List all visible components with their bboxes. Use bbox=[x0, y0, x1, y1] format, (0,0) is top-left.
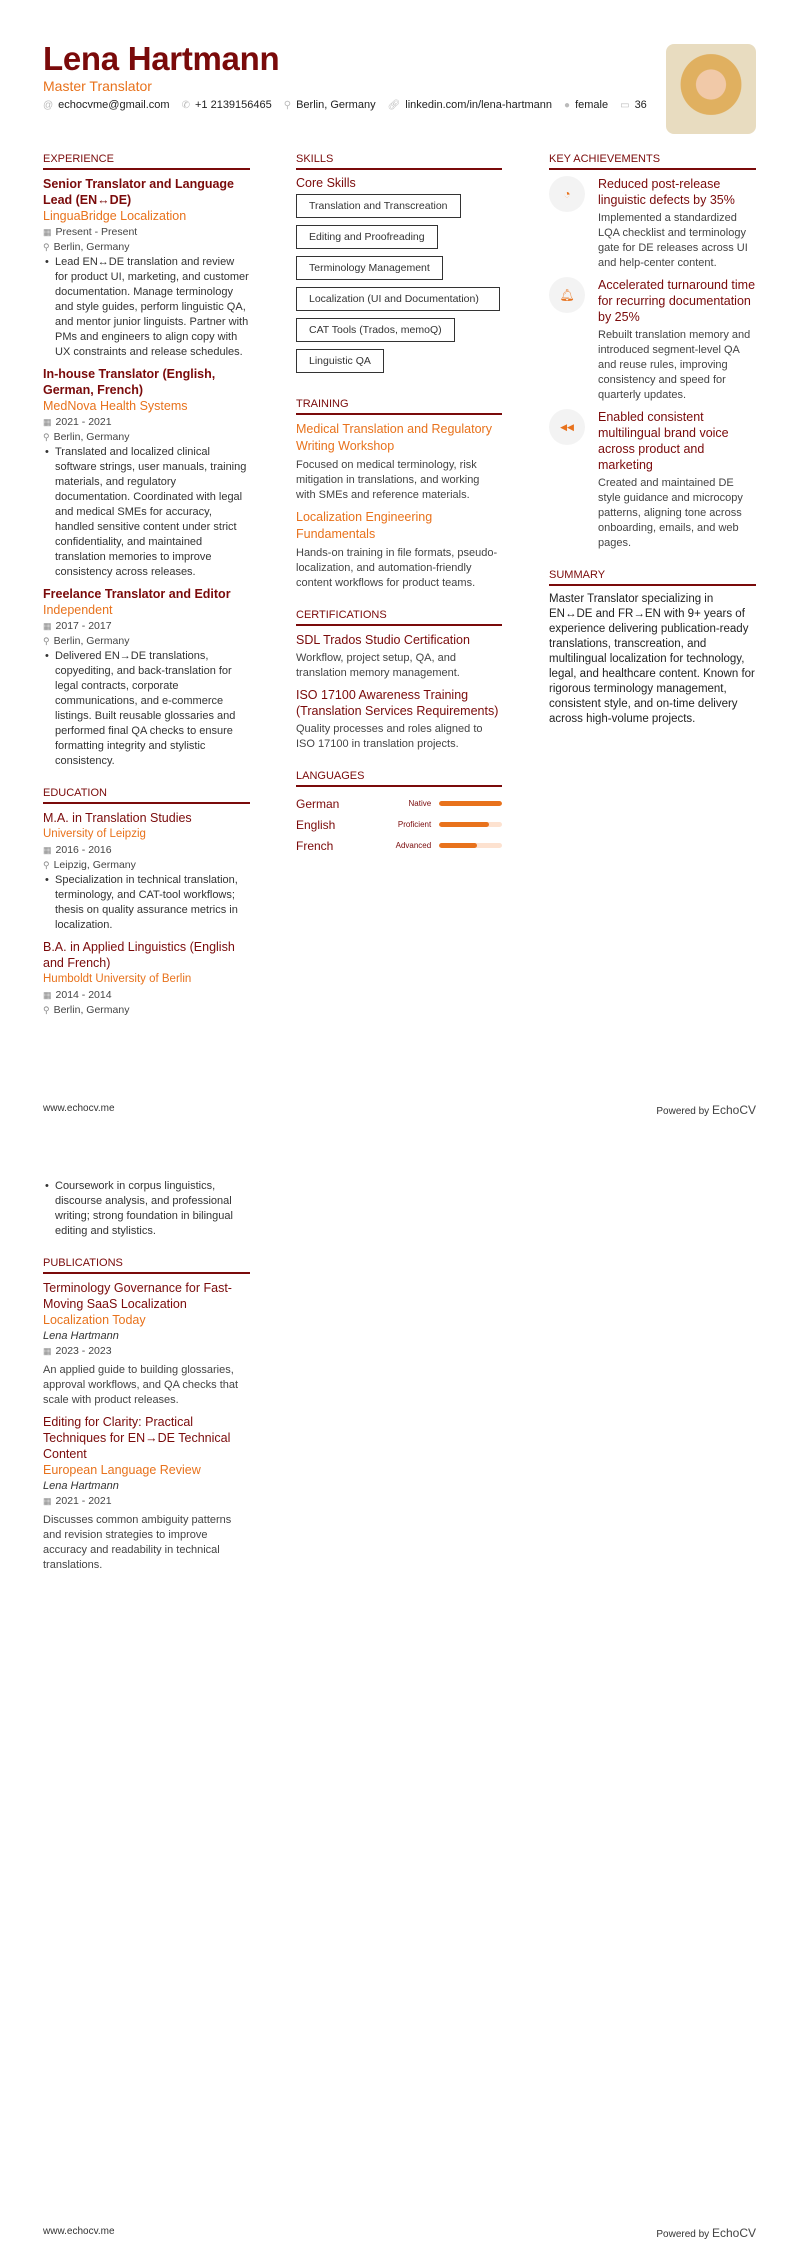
pie-chart-icon: ◔ bbox=[549, 176, 585, 212]
publication-dates: ▦ 2021 - 2021 bbox=[43, 1495, 112, 1507]
location-icon: ⚲ bbox=[43, 636, 50, 646]
calendar-icon: ▦ bbox=[43, 990, 52, 1000]
language-level: Advanced bbox=[395, 841, 432, 850]
footer-powered: Powered by EchoCV bbox=[656, 2226, 756, 2240]
experience-dates: ▦ 2021 - 2021 bbox=[43, 416, 112, 428]
page-footer bbox=[43, 1103, 756, 1117]
section-heading: KEY ACHIEVEMENTS bbox=[549, 153, 756, 170]
footer-site-link[interactable]: www.echocv.me bbox=[43, 2226, 115, 2237]
publications-section bbox=[43, 1257, 250, 1573]
experience-org: LinguaBridge Localization bbox=[43, 209, 187, 223]
language-name: French bbox=[296, 838, 334, 853]
footer-powered: Powered by EchoCV bbox=[656, 1103, 756, 1117]
achievement-desc: Rebuilt translation memory and introduced segment-level QA and reuse rules, improving consistency and speed for quarterly updates. bbox=[598, 329, 751, 401]
achievement-title: Accelerated turnaround time for recurring documentation by 25% bbox=[598, 278, 756, 324]
language-bar-fill bbox=[439, 801, 502, 806]
publication-title: Editing for Clarity: Practical Techniques for EN→DE Technical Content bbox=[43, 1415, 231, 1461]
calendar-icon: ▦ bbox=[43, 1346, 52, 1356]
achievement-desc: Implemented a standardized LQA checklist and terminology gate for DE releases across UI and help-center content. bbox=[598, 212, 748, 269]
experience-bullet: • Delivered EN→DE translations, copyediting, and back-translation for legal contracts, corporate communications, and e-commerce listings. Built reusable glossaries and performed final QA checks to ensure formatting integrity and stylistic consistency. bbox=[43, 649, 250, 769]
experience-dates: ▦ Present - Present bbox=[43, 226, 138, 238]
certification-item bbox=[296, 632, 502, 681]
phone-text: +1 2139156465 bbox=[194, 99, 272, 111]
job-title: Master Translator bbox=[43, 78, 152, 94]
achievement-desc: Created and maintained DE style guidance and microcopy patterns, aligning tone across onboarding, emails, and web pages. bbox=[598, 477, 743, 549]
language-bar bbox=[439, 843, 502, 848]
certifications-section bbox=[296, 609, 502, 752]
training-title: Localization Engineering Fundamentals bbox=[296, 510, 433, 541]
education-degree: B.A. in Applied Linguistics (English and French) bbox=[43, 940, 235, 970]
resume-page-2 bbox=[0, 1123, 794, 2246]
education-school: Humboldt University of Berlin bbox=[43, 973, 192, 985]
email-text: echocvme@gmail.com bbox=[58, 99, 170, 111]
linkedin-text: linkedin.com/in/lena-hartmann bbox=[405, 99, 553, 111]
calendar-icon: ▦ bbox=[43, 621, 52, 631]
training-desc: Hands-on training in file formats, pseudo-localization, and automation-friendly content workflows for product teams. bbox=[296, 547, 498, 589]
section-heading: EXPERIENCE bbox=[43, 153, 250, 170]
language-bar bbox=[439, 801, 502, 806]
age-text: 36 bbox=[634, 99, 647, 111]
experience-bullet: • Lead EN↔DE translation and review for product UI, marketing, and customer documentation. Manage terminology and style guides, perform linguistic QA, and mentor junior linguists. Partner with PMs and engineers to align copy with UX constraints and release schedules. bbox=[43, 255, 250, 360]
skills-section bbox=[296, 153, 502, 380]
experience-dates: ▦ 2017 - 2017 bbox=[43, 620, 112, 632]
section-heading: PUBLICATIONS bbox=[43, 1257, 250, 1274]
skill-chip: Editing and Proofreading bbox=[296, 225, 438, 249]
training-title: Medical Translation and Regulatory Writing Workshop bbox=[296, 422, 492, 453]
contact-phone[interactable] bbox=[182, 99, 272, 111]
languages-section bbox=[296, 770, 502, 856]
experience-item bbox=[43, 176, 250, 360]
location-icon: ⚲ bbox=[43, 860, 50, 870]
language-name: English bbox=[296, 817, 336, 832]
publication-desc: Discusses common ambiguity patterns and revision strategies to improve accuracy and readability in technical translations. bbox=[43, 1514, 232, 1571]
language-bar-fill bbox=[439, 843, 477, 848]
achievement-item bbox=[549, 277, 756, 403]
publication-item bbox=[43, 1414, 250, 1573]
left-column bbox=[43, 1179, 250, 1591]
contact-age bbox=[620, 99, 647, 111]
brand-logo: EchoCV bbox=[711, 2226, 756, 2240]
calendar-icon: ▦ bbox=[43, 845, 52, 855]
experience-title: Freelance Translator and Editor bbox=[43, 587, 231, 601]
rewind-icon: ◀◀ bbox=[549, 409, 585, 445]
candidate-name: Lena Hartmann bbox=[43, 40, 280, 77]
contact-location bbox=[284, 99, 376, 111]
publication-dates: ▦ 2023 - 2023 bbox=[43, 1345, 112, 1357]
education-location: ⚲ Leipzig, Germany bbox=[43, 859, 136, 871]
publication-item bbox=[43, 1280, 250, 1408]
contact-email[interactable] bbox=[43, 99, 170, 111]
profile-photo bbox=[666, 44, 756, 134]
experience-location: ⚲ Berlin, Germany bbox=[43, 431, 130, 443]
experience-location: ⚲ Berlin, Germany bbox=[43, 635, 130, 647]
certification-desc: Quality processes and roles aligned to ISO 17100 in translation projects. bbox=[296, 723, 483, 750]
education-bullet: • Specialization in technical translation, terminology, and CAT-tool workflows; thesis on quality assurance metrics in localization. bbox=[43, 873, 250, 933]
education-bullet: • Coursework in corpus linguistics, discourse analysis, and professional writing; strong foundation in bilingual editing and stylistics. bbox=[43, 1179, 250, 1239]
achievement-item bbox=[549, 176, 756, 271]
publication-desc: An applied guide to building glossaries, approval workflows, and QA checks that scale with product releases. bbox=[43, 1364, 239, 1406]
publication-venue: European Language Review bbox=[43, 1463, 201, 1477]
language-level: Native bbox=[408, 799, 432, 808]
at-icon: @ bbox=[43, 100, 54, 111]
language-name: German bbox=[296, 796, 340, 811]
middle-column bbox=[296, 153, 502, 874]
training-item bbox=[296, 509, 502, 591]
education-dates: ▦ 2014 - 2014 bbox=[43, 989, 112, 1001]
education-item bbox=[43, 939, 250, 1018]
location-icon: ⚲ bbox=[283, 100, 292, 111]
skill-chip: CAT Tools (Trados, memoQ) bbox=[296, 318, 455, 342]
bell-icon: 🔔︎ bbox=[549, 277, 585, 313]
experience-item bbox=[43, 586, 250, 769]
achievement-title: Enabled consistent multilingual brand voice across product and marketing bbox=[598, 410, 729, 472]
skill-group-title: Core Skills bbox=[296, 176, 356, 190]
experience-item bbox=[43, 366, 250, 580]
language-row bbox=[296, 814, 502, 835]
publication-title: Terminology Governance for Fast-Moving SaaS Localization bbox=[43, 1281, 232, 1311]
education-location: ⚲ Berlin, Germany bbox=[43, 1004, 130, 1016]
certification-item bbox=[296, 687, 502, 752]
person-icon: ● bbox=[564, 100, 571, 111]
education-section bbox=[43, 787, 250, 1018]
skill-chip: Terminology Management bbox=[296, 256, 443, 280]
link-icon: 🔗︎ bbox=[387, 100, 401, 111]
language-level: Proficient bbox=[397, 820, 432, 829]
experience-location: ⚲ Berlin, Germany bbox=[43, 241, 130, 253]
brand-logo: EchoCV bbox=[711, 1103, 756, 1117]
left-column bbox=[43, 153, 250, 1036]
training-desc: Focused on medical terminology, risk mitigation in translations, and working with SMEs and reference materials. bbox=[296, 459, 480, 501]
section-heading: SUMMARY bbox=[549, 569, 756, 586]
language-bar bbox=[439, 822, 502, 827]
section-heading: TRAINING bbox=[296, 398, 502, 415]
experience-org: Independent bbox=[43, 603, 113, 617]
achievement-item bbox=[549, 409, 756, 551]
calendar-icon: ▭ bbox=[620, 100, 630, 111]
publication-venue: Localization Today bbox=[43, 1313, 146, 1327]
contact-linkedin[interactable] bbox=[388, 99, 552, 111]
language-bar-fill bbox=[439, 822, 489, 827]
calendar-icon: ▦ bbox=[43, 417, 52, 427]
education-item bbox=[43, 810, 250, 933]
training-section bbox=[296, 398, 502, 591]
calendar-icon: ▦ bbox=[43, 1496, 52, 1506]
location-icon: ⚲ bbox=[43, 242, 50, 252]
achievement-title: Reduced post-release linguistic defects by 35% bbox=[598, 177, 735, 207]
section-heading: LANGUAGES bbox=[296, 770, 502, 787]
achievements-section bbox=[549, 153, 756, 551]
certification-title: SDL Trados Studio Certification bbox=[296, 633, 470, 647]
skill-chip: Localization (UI and Documentation) bbox=[296, 287, 500, 311]
summary-text: Master Translator specializing in EN↔DE and FR→EN with 9+ years of experience delivering publication-ready translations, transcreation, and multilingual localization for technology, legal, and healthcare content. Known for rigorous terminology management, consistent style, and on-time delivery across high-volume projects. bbox=[549, 593, 755, 725]
phone-icon: ✆ bbox=[181, 100, 190, 111]
summary-section bbox=[549, 569, 756, 727]
education-dates: ▦ 2016 - 2016 bbox=[43, 844, 112, 856]
calendar-icon: ▦ bbox=[43, 227, 52, 237]
language-row bbox=[296, 793, 502, 814]
experience-bullet: • Translated and localized clinical software strings, user manuals, training materials, and regulatory documentation. Coordinated with legal and medical SMEs for accuracy, handled sensitive content under strict confidentiality, and maintained translation memories to improve consistency across releases. bbox=[43, 445, 250, 580]
right-column bbox=[549, 153, 756, 745]
training-item bbox=[296, 421, 502, 503]
skill-chip: Linguistic QA bbox=[296, 349, 384, 373]
page-footer bbox=[43, 2226, 756, 2240]
footer-site-link[interactable]: www.echocv.me bbox=[43, 1103, 115, 1114]
publication-author: Lena Hartmann bbox=[43, 1480, 119, 1492]
gender-text: female bbox=[575, 99, 609, 111]
language-row bbox=[296, 835, 502, 856]
section-heading: EDUCATION bbox=[43, 787, 250, 804]
experience-title: In-house Translator (English, German, French) bbox=[43, 367, 216, 397]
experience-title: Senior Translator and Language Lead (EN↔DE) bbox=[43, 177, 235, 207]
location-icon: ⚲ bbox=[43, 1005, 50, 1015]
skill-chip: Translation and Transcreation bbox=[296, 194, 461, 218]
experience-section bbox=[43, 153, 250, 769]
certification-title: ISO 17100 Awareness Training (Translation Services Requirements) bbox=[296, 688, 499, 718]
contact-gender bbox=[564, 99, 608, 111]
certification-desc: Workflow, project setup, QA, and translation memory management. bbox=[296, 652, 460, 679]
experience-org: MedNova Health Systems bbox=[43, 399, 188, 413]
section-heading: CERTIFICATIONS bbox=[296, 609, 502, 626]
contact-bar bbox=[43, 99, 647, 111]
location-text: Berlin, Germany bbox=[296, 99, 376, 111]
education-school: University of Leipzig bbox=[43, 828, 146, 840]
location-icon: ⚲ bbox=[43, 432, 50, 442]
section-heading: SKILLS bbox=[296, 153, 502, 170]
publication-author: Lena Hartmann bbox=[43, 1330, 119, 1342]
education-degree: M.A. in Translation Studies bbox=[43, 811, 192, 825]
